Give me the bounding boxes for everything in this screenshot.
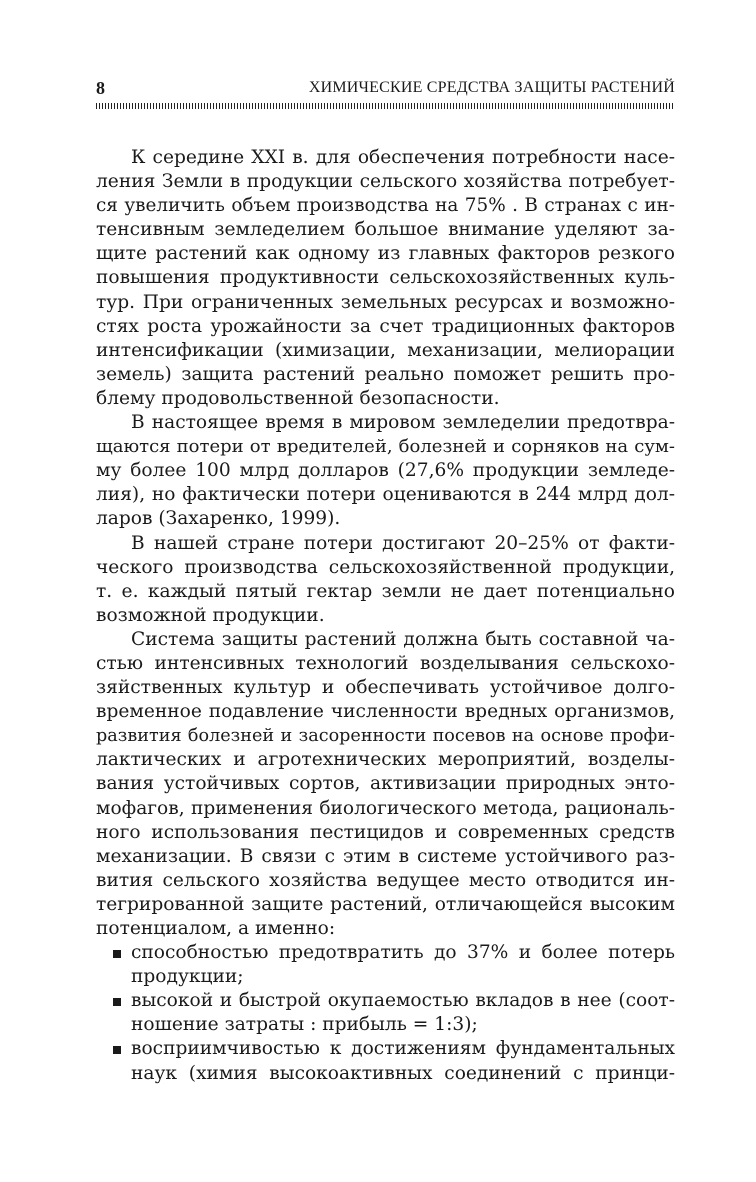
- bullet-item: [96, 941, 675, 989]
- paragraph: [96, 146, 675, 411]
- running-title: ХИМИЧЕСКИЕ СРЕДСТВА ЗАЩИТЫ РАСТЕНИЙ: [308, 79, 675, 96]
- text-line: восприимчивостью к достижениям фундаментальных: [131, 1038, 675, 1060]
- text-line: Система защиты растений должна быть составной ча-: [131, 628, 675, 650]
- text-line: земель) защита растений реально поможет решить про-: [96, 363, 675, 385]
- text-line: лактических и агротехнических мероприятий, возделы-: [96, 749, 675, 771]
- text-line: щите растений как одному из главных факторов резкого: [96, 243, 675, 265]
- text-line: возможной продукции.: [96, 604, 325, 626]
- text-line: лия), но фактически потери оцениваются в 244 млрд дол-: [96, 484, 675, 506]
- text-line: стью интенсивных технологий возделывания сельскохо-: [96, 652, 675, 674]
- header-rule: [96, 103, 675, 109]
- text-line: стях роста урожайности за счет традиционных факторов: [96, 315, 675, 337]
- text-line: наук (химия высокоактивных соединений с принци-: [131, 1062, 675, 1084]
- paragraph: [96, 532, 675, 628]
- text-line: потенциалом, а именно:: [96, 918, 336, 939]
- text-line: мофагов, применения биологического метода, рациональ-: [96, 797, 675, 819]
- text-line: ношение затраты : прибыль = 1:3);: [131, 1014, 478, 1036]
- paragraph: [96, 628, 675, 941]
- text-line: вания устойчивых сортов, активизации природных энто-: [96, 773, 675, 795]
- text-line: высокой и быстрой окупаемостью вкладов в нее (соот-: [131, 990, 675, 1012]
- text-line: способностью предотвратить до 37% и более потерь: [131, 942, 675, 964]
- text-line: ного использования пестицидов и современных средств: [96, 821, 675, 843]
- bullet-item: [96, 1037, 675, 1085]
- bullet-item: [96, 989, 675, 1037]
- text-line: вития сельского хозяйства ведущее место отводится ин-: [96, 869, 675, 891]
- text-line: ческого производства сельскохозяйственной продукции,: [96, 556, 675, 578]
- text-line: В нашей стране потери достигают 20–25% от факти-: [131, 532, 675, 554]
- bullet-marker-icon: [113, 950, 121, 958]
- text-line: ся увеличить объем производства на 75% . В странах с ин-: [96, 195, 675, 217]
- text-line: развития болезней и засоренности посевов на основе профи-: [96, 726, 675, 747]
- body-text: [96, 146, 675, 1086]
- text-line: механизации. В связи с этим в системе устойчивого раз-: [96, 845, 675, 867]
- paragraph: [96, 411, 675, 531]
- text-line: временное подавление численности вредных организмов,: [96, 701, 675, 723]
- text-line: зяйственных культур и обеспечивать устойчивое долго-: [96, 677, 675, 699]
- text-line: му более 100 млрд долларов (27,6% продукции земледе-: [96, 460, 675, 482]
- text-line: В настоящее время в мировом земледелии предотвра-: [131, 412, 675, 434]
- text-line: тур. При ограниченных земельных ресурсах и возможно-: [96, 291, 675, 313]
- bullet-marker-icon: [113, 998, 121, 1006]
- text-line: блему продовольственной безопасности.: [96, 387, 500, 409]
- text-line: тенсивным земледелием большое внимание уделяют за-: [96, 219, 675, 241]
- text-line: К середине XXI в. для обеспечения потребности насе-: [131, 147, 675, 168]
- text-line: продукции;: [131, 966, 244, 988]
- text-line: ларов (Захаренко, 1999).: [96, 508, 341, 530]
- text-line: ления Земли в продукции сельского хозяйства потребует-: [96, 171, 675, 193]
- page-header: [96, 78, 675, 100]
- text-line: повышения продуктивности сельскохозяйственных куль-: [96, 267, 675, 289]
- page-number: 8: [96, 78, 105, 98]
- bullet-marker-icon: [113, 1046, 121, 1054]
- text-line: интенсификации (химизации, механизации, мелиорации: [96, 339, 675, 361]
- text-line: т. е. каждый пятый гектар земли не дает потенциально: [96, 580, 675, 602]
- text-line: щаются потери от вредителей, болезней и сорняков на сум-: [96, 436, 675, 458]
- text-line: тегрированной защите растений, отличающейся высоким: [96, 893, 675, 915]
